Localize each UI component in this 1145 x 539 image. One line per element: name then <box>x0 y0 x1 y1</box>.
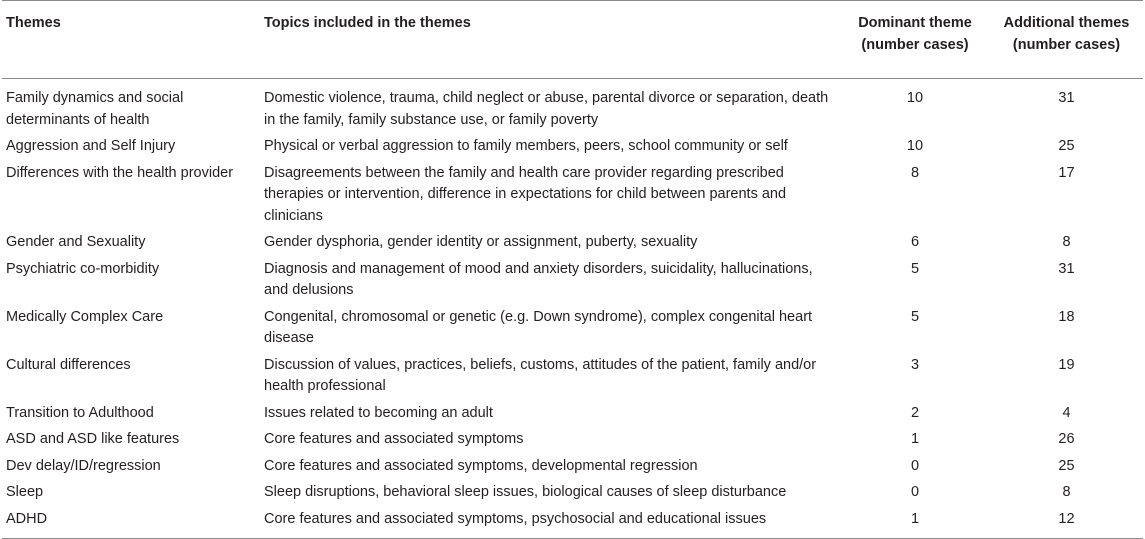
themes-table <box>2 0 1143 539</box>
table-row <box>2 230 1143 257</box>
additional-cell: 26 <box>1058 431 1075 447</box>
theme-cell: Dev delay/ID/regression <box>6 457 161 474</box>
table-body <box>2 79 1143 539</box>
topics-cell: Issues related to becoming an adult <box>264 404 493 421</box>
additional-cell: 8 <box>1062 484 1071 500</box>
additional-cell: 19 <box>1058 356 1075 373</box>
table-row <box>2 400 1143 427</box>
header-themes: Themes <box>2 1 260 79</box>
topics-cell: Domestic violence, trauma, child neglect or abuse, parental divorce or separation, death in the family, family substance use, or family poverty <box>264 90 829 128</box>
topics-cell: Diagnosis and management of mood and anxiety disorders, suicidality, hallucinations, and delusions <box>264 260 813 298</box>
dominant-cell: 10 <box>906 90 924 106</box>
additional-cell: 25 <box>1058 457 1075 474</box>
table-row <box>2 79 1143 134</box>
theme-cell: Psychiatric co-morbidity <box>6 260 160 277</box>
theme-cell: Medically Complex Care <box>6 308 164 325</box>
header-dominant: Dominant theme (number cases) <box>840 1 990 79</box>
header-topics: Topics included in the themes <box>260 1 840 79</box>
additional-cell: 25 <box>1058 138 1075 154</box>
theme-cell: Sleep <box>6 484 44 500</box>
dominant-cell: 0 <box>910 484 920 500</box>
dominant-cell: 0 <box>910 457 920 474</box>
dominant-cell: 10 <box>906 138 924 154</box>
table-row <box>2 453 1143 480</box>
topics-cell: Core features and associated symptoms, psychosocial and educational issues <box>260 506 840 539</box>
topics-cell: Gender dysphoria, gender identity or assignment, puberty, sexuality <box>264 234 698 250</box>
topics-cell: Physical or verbal aggression to family members, peers, school community or self <box>264 138 788 154</box>
theme-cell: Gender and Sexuality <box>6 234 146 250</box>
table-row <box>2 506 1143 539</box>
dominant-cell: 5 <box>910 308 920 325</box>
additional-cell: 31 <box>1058 260 1075 277</box>
additional-cell: 31 <box>1058 90 1075 106</box>
theme-cell: Transition to Adulthood <box>6 404 154 421</box>
theme-cell: Differences with the health provider <box>6 164 234 181</box>
theme-cell: ASD and ASD like features <box>6 431 180 447</box>
dominant-cell: 3 <box>910 356 920 373</box>
table-row <box>2 427 1143 454</box>
topics-cell: Sleep disruptions, behavioral sleep issues, biological causes of sleep disturbance <box>264 484 787 500</box>
additional-cell: 17 <box>1058 164 1075 181</box>
additional-cell: 18 <box>1058 308 1075 325</box>
additional-cell: 4 <box>1062 404 1071 421</box>
topics-cell: Discussion of values, practices, beliefs, customs, attitudes of the patient, family and/or health professional <box>264 356 817 394</box>
table-row <box>2 256 1143 304</box>
table-row <box>2 304 1143 352</box>
theme-cell: Aggression and Self Injury <box>6 138 176 154</box>
theme-cell: ADHD <box>2 506 260 539</box>
dominant-cell: 6 <box>910 234 920 250</box>
table-header <box>2 1 1143 79</box>
header-additional: Additional themes (number cases) <box>990 1 1143 79</box>
table-row <box>2 160 1143 230</box>
table-row <box>2 352 1143 400</box>
theme-cell: Cultural differences <box>6 356 131 373</box>
theme-cell: Family dynamics and social determinants of health <box>6 90 184 128</box>
dominant-cell: 1 <box>910 431 920 447</box>
topics-cell: Disagreements between the family and health care provider regarding prescribed therapies or intervention, difference in expectations for child between parents and clinicians <box>264 164 787 224</box>
dominant-cell: 8 <box>910 164 920 181</box>
dominant-cell: 1 <box>840 506 990 539</box>
table-row <box>2 480 1143 507</box>
dominant-cell: 5 <box>910 260 920 277</box>
topics-cell: Core features and associated symptoms <box>264 431 524 447</box>
table-row <box>2 134 1143 161</box>
header-row <box>2 1 1143 79</box>
dominant-cell: 2 <box>910 404 920 421</box>
topics-cell: Congenital, chromosomal or genetic (e.g. Down syndrome), complex congenital heart disease <box>264 308 813 346</box>
additional-cell: 8 <box>1062 234 1071 250</box>
topics-cell: Core features and associated symptoms, developmental regression <box>264 457 698 474</box>
additional-cell: 12 <box>990 506 1143 539</box>
